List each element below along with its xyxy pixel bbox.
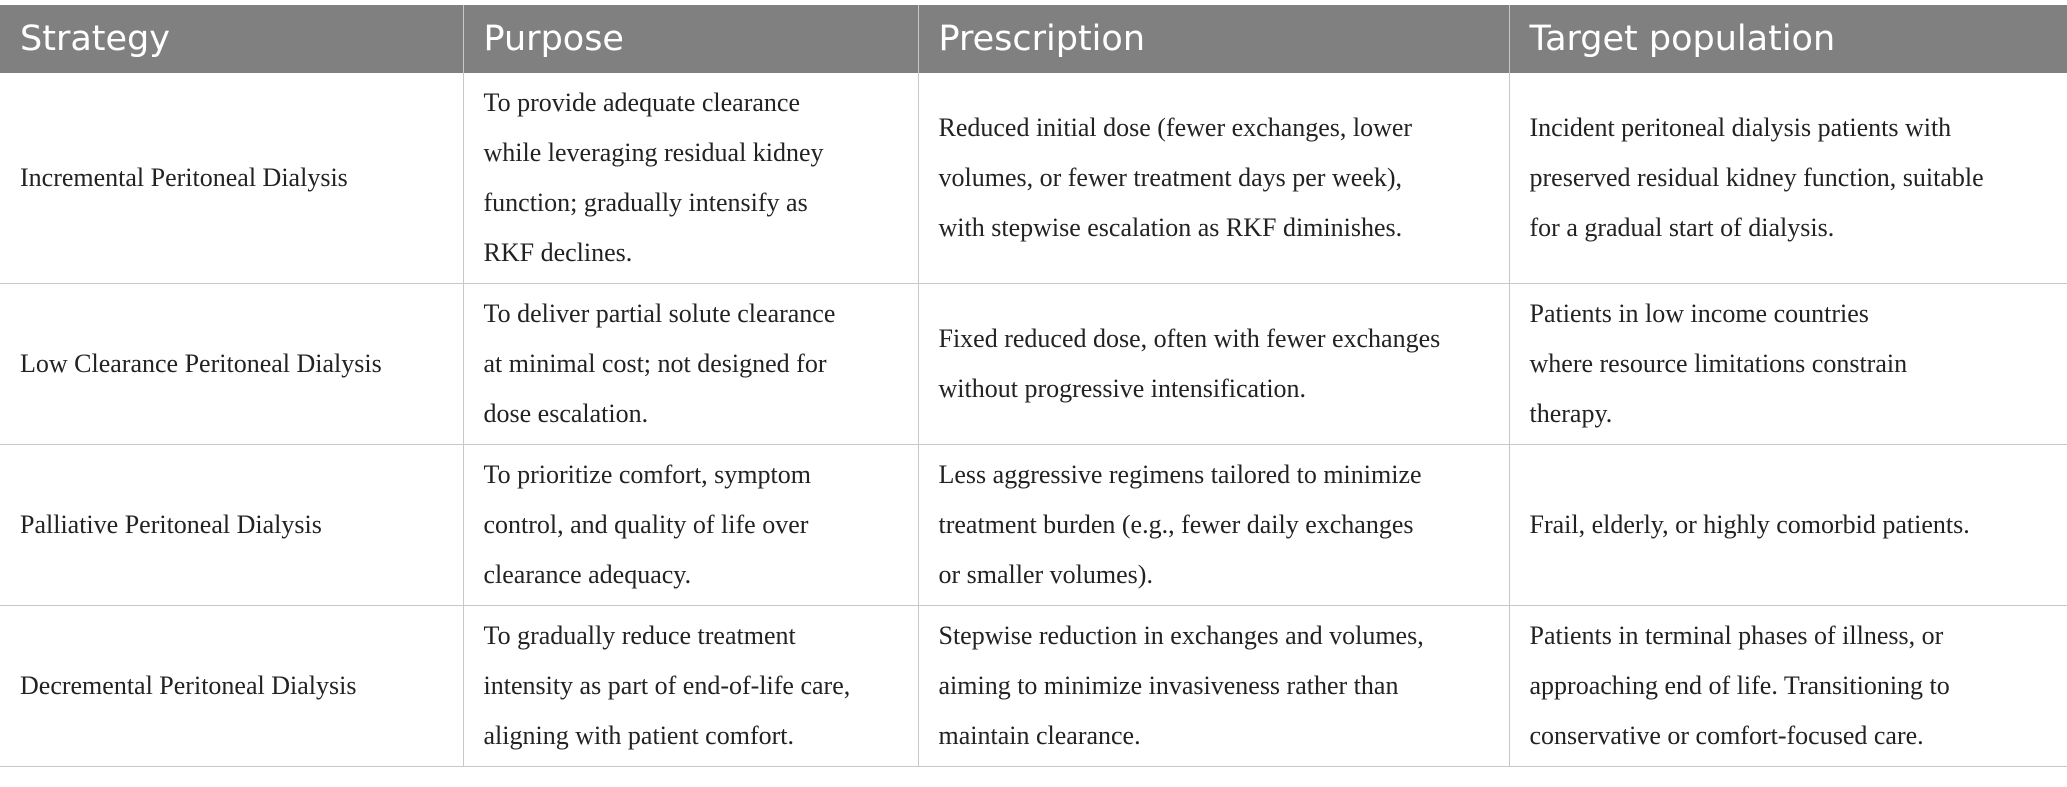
cell-text-line: volumes, or fewer treatment days per week), (938, 163, 1402, 192)
cell-text-line: while leveraging residual kidney (483, 138, 824, 167)
cell-prescription (918, 284, 1509, 445)
cell-prescription (918, 73, 1509, 284)
cell-text-line: dose escalation. (483, 399, 649, 428)
cell-text-line: To prioritize comfort, symptom (483, 460, 811, 489)
cell-text-line: Fixed reduced dose, often with fewer exchanges (938, 324, 1441, 353)
cell-purpose (463, 606, 918, 767)
cell-text-line: Patients in low income countries (1529, 299, 1869, 328)
cell-target-population (1509, 73, 2067, 284)
cell-target-population (1509, 606, 2067, 767)
header-purpose: Purpose (463, 5, 918, 73)
cell-text-line: maintain clearance. (938, 721, 1141, 750)
cell-text-line: at minimal cost; not designed for (483, 349, 827, 378)
cell-text-line: clearance adequacy. (483, 560, 692, 589)
cell-text-line: Incident peritoneal dialysis patients with (1529, 113, 1952, 142)
header-strategy: Strategy (0, 5, 463, 73)
cell-text-line: therapy. (1529, 399, 1613, 428)
cell-text-line: where resource limitations constrain (1529, 349, 1908, 378)
cell-purpose (463, 284, 918, 445)
cell-text-line: To gradually reduce treatment (483, 621, 796, 650)
cell-text-line: aligning with patient comfort. (483, 721, 794, 750)
cell-text-line: Frail, elderly, or highly comorbid patients. (1529, 510, 1970, 539)
cell-text-line: intensity as part of end-of-life care, (483, 671, 851, 700)
cell-strategy: Palliative Peritoneal Dialysis (0, 445, 463, 606)
cell-text-line: or smaller volumes). (938, 560, 1153, 589)
cell-text-line: without progressive intensification. (938, 374, 1307, 403)
cell-text-line: treatment burden (e.g., fewer daily exchanges (938, 510, 1414, 539)
cell-prescription (918, 445, 1509, 606)
table-row (0, 73, 2067, 284)
cell-target-population (1509, 445, 2067, 606)
cell-text-line: Less aggressive regimens tailored to minimize (938, 460, 1422, 489)
cell-text-line: with stepwise escalation as RKF diminishes. (938, 213, 1403, 242)
strategy-table-container (0, 5, 2067, 767)
header-prescription: Prescription (918, 5, 1509, 73)
cell-text-line: RKF declines. (483, 238, 633, 267)
cell-text-line: To deliver partial solute clearance (483, 299, 836, 328)
cell-text-line: approaching end of life. Transitioning to (1529, 671, 1950, 700)
cell-strategy: Incremental Peritoneal Dialysis (0, 73, 463, 284)
cell-text-line: To provide adequate clearance (483, 88, 800, 117)
cell-text-line: control, and quality of life over (483, 510, 809, 539)
table-row (0, 445, 2067, 606)
cell-purpose (463, 73, 918, 284)
cell-text-line: function; gradually intensify as (483, 188, 808, 217)
table-header-row (0, 5, 2067, 73)
header-target-population: Target population (1509, 5, 2067, 73)
cell-text-line: Stepwise reduction in exchanges and volumes, (938, 621, 1424, 650)
cell-purpose (463, 445, 918, 606)
cell-text-line: preserved residual kidney function, suitable (1529, 163, 1984, 192)
cell-text-line: Patients in terminal phases of illness, or (1529, 621, 1944, 650)
cell-strategy: Decremental Peritoneal Dialysis (0, 606, 463, 767)
cell-text-line: aiming to minimize invasiveness rather than (938, 671, 1399, 700)
cell-text-line: conservative or comfort-focused care. (1529, 721, 1924, 750)
table-row (0, 606, 2067, 767)
cell-text-line: Reduced initial dose (fewer exchanges, lower (938, 113, 1413, 142)
cell-text-line: for a gradual start of dialysis. (1529, 213, 1835, 242)
cell-prescription (918, 606, 1509, 767)
peritoneal-dialysis-strategy-table (0, 5, 2067, 767)
cell-strategy: Low Clearance Peritoneal Dialysis (0, 284, 463, 445)
table-row (0, 284, 2067, 445)
cell-target-population (1509, 284, 2067, 445)
